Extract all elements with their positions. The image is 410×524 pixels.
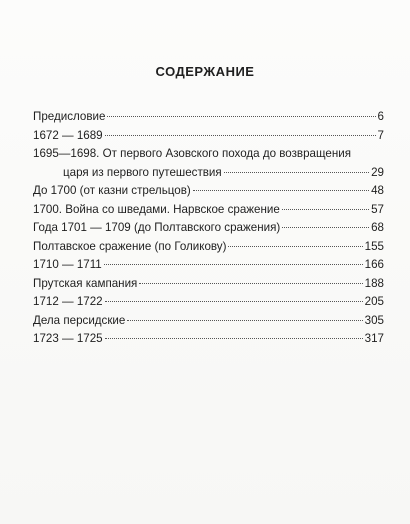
toc-entry-continuation: [33, 164, 384, 183]
leader-dots: [139, 283, 362, 284]
leader-dots: [105, 338, 363, 339]
toc-entry: [33, 108, 384, 127]
leader-dots: [228, 246, 362, 247]
leader-dots: [105, 135, 376, 136]
toc-entry-label: 1710 — 1711: [33, 258, 102, 271]
toc-title: СОДЕРЖАНИЕ: [155, 64, 255, 79]
toc-entry-page: 166: [364, 258, 384, 271]
toc-entry: [33, 201, 384, 220]
leader-dots: [224, 172, 369, 173]
toc-entry-label: Года 1701 — 1709 (до Полтавского сражения): [33, 221, 281, 234]
toc-entry: [33, 127, 384, 146]
toc-entry-page: 7: [377, 128, 384, 142]
toc-entry-label: 1672 — 1689: [33, 128, 103, 142]
toc-entry: [33, 275, 384, 294]
table-of-contents: [33, 108, 384, 349]
toc-entry: [33, 256, 384, 275]
toc-entry-page: 6: [377, 110, 384, 123]
toc-entry: [33, 219, 384, 238]
toc-entry: [33, 312, 384, 331]
toc-entry-page: 205: [364, 295, 384, 308]
toc-entry: [33, 145, 384, 182]
toc-entry-page: 57: [371, 202, 384, 216]
toc-entry-page: 317: [364, 332, 384, 345]
leader-dots: [282, 209, 369, 210]
toc-entry-label: Дела персидские: [33, 313, 126, 327]
leader-dots: [282, 227, 369, 228]
toc-entry-label-line1: 1695—1698. От первого Азовского похода до возвращения: [33, 147, 352, 160]
toc-entry-label: 1723 — 1725: [33, 332, 103, 345]
leader-dots: [193, 190, 369, 191]
toc-entry: [33, 330, 384, 349]
toc-entry-label: Полтавское сражение (по Голикову): [33, 239, 227, 253]
leader-dots: [127, 320, 362, 321]
toc-entry-label: 1712 — 1722: [33, 295, 103, 308]
leader-dots: [105, 301, 363, 302]
toc-entry: [33, 182, 384, 201]
toc-entry-page: 68: [371, 221, 384, 234]
toc-entry-page: 305: [364, 313, 384, 327]
leader-dots: [104, 264, 363, 265]
toc-entry-label: Прутская кампания: [33, 276, 138, 290]
toc-entry-page: 188: [364, 276, 384, 290]
toc-entry: [33, 293, 384, 312]
toc-entry-label: 1700. Война со шведами. Нарвское сражение: [33, 202, 280, 216]
toc-entry-page: 48: [371, 184, 384, 197]
toc-entry: [33, 238, 384, 257]
toc-entry-label: Предисловие: [33, 110, 106, 123]
leader-dots: [107, 116, 375, 117]
toc-entry-page: 155: [364, 239, 384, 253]
toc-entry-page: 29: [371, 165, 384, 179]
toc-entry-label-line2: царя из первого путешествия: [63, 165, 222, 179]
toc-entry-label: До 1700 (от казни стрельцов): [33, 184, 191, 197]
